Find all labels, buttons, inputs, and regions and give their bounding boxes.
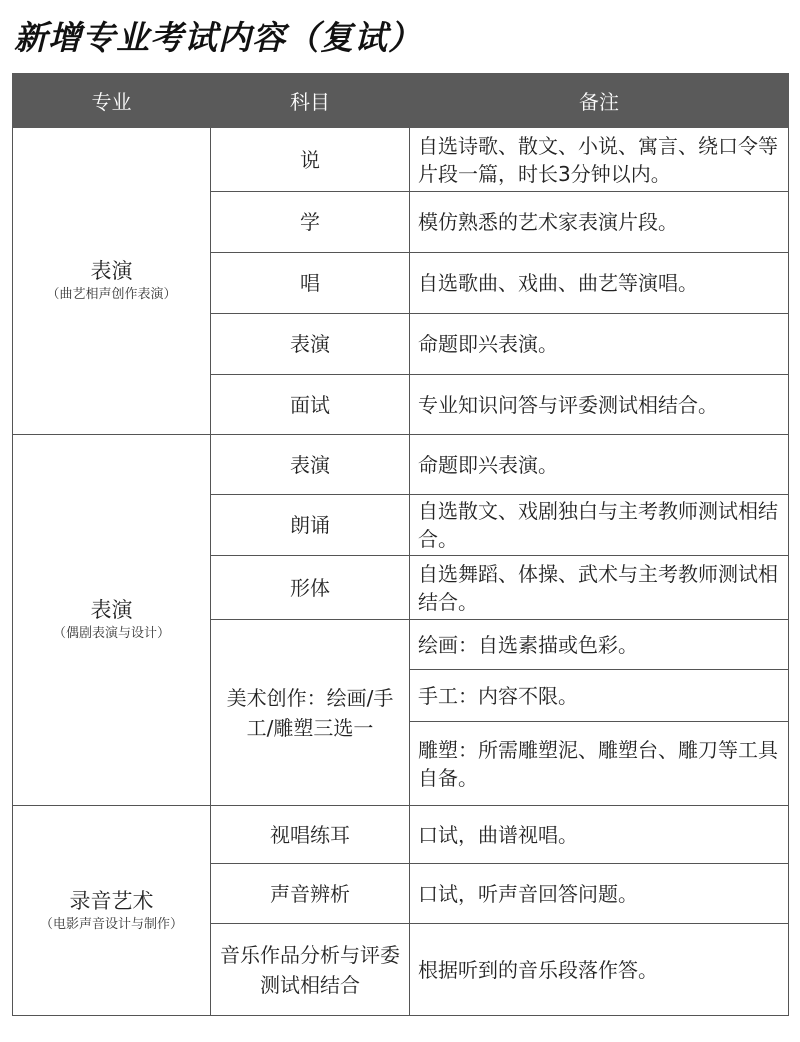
- subject-cell: 美术创作：绘画/手工/雕塑三选一: [211, 620, 410, 806]
- header-subject: 科目: [211, 74, 410, 128]
- major-name: 录音艺术: [69, 888, 154, 913]
- remark-cell: 专业知识问答与评委测试相结合。: [410, 375, 789, 435]
- remark-cell: 根据听到的音乐段落作答。: [410, 924, 789, 1016]
- remark-cell: 命题即兴表演。: [410, 314, 789, 375]
- remark-cell: 自选散文、戏剧独白与主考教师测试相结合。: [410, 495, 789, 556]
- subject-cell: 表演: [211, 435, 410, 495]
- remark-cell: 自选歌曲、戏曲、曲艺等演唱。: [410, 253, 789, 314]
- subject-cell: 朗诵: [211, 495, 410, 556]
- subject-cell: 音乐作品分析与评委测试相结合: [211, 924, 410, 1016]
- subject-cell: 声音辨析: [211, 864, 410, 924]
- header-major: 专业: [13, 74, 211, 128]
- table-row: [13, 806, 789, 864]
- page-title: 新增专业考试内容（复试）: [14, 18, 422, 57]
- major-name: 表演: [90, 598, 133, 622]
- major-cell: [13, 128, 211, 435]
- remark-cell: 模仿熟悉的艺术家表演片段。: [410, 192, 789, 253]
- remark-cell: 手工：内容不限。: [410, 670, 789, 722]
- subject-cell: 学: [211, 192, 410, 253]
- subject-cell: 表演: [211, 314, 410, 375]
- major-sub: （电影声音设计与制作）: [39, 916, 183, 932]
- remark-cell: 自选诗歌、散文、小说、寓言、绕口令等片段一篇，时长3分钟以内。: [410, 128, 789, 192]
- header-remark: 备注: [410, 74, 789, 128]
- major-cell: [13, 806, 211, 1016]
- major-name: 表演: [90, 259, 133, 283]
- exam-content-table: [12, 73, 789, 1016]
- table-header-row: [13, 74, 789, 128]
- subject-cell: 说: [211, 128, 410, 192]
- remark-cell: 绘画：自选素描或色彩。: [410, 620, 789, 670]
- remark-cell: 口试，曲谱视唱。: [410, 806, 789, 864]
- subject-cell: 面试: [211, 375, 410, 435]
- major-sub: （曲艺相声创作表演）: [46, 287, 177, 302]
- remark-cell: 口试，听声音回答问题。: [410, 864, 789, 924]
- subject-cell: 形体: [211, 556, 410, 620]
- major-cell: [13, 435, 211, 806]
- table-row: [13, 435, 789, 495]
- subject-cell: 视唱练耳: [211, 806, 410, 864]
- subject-cell: 唱: [211, 253, 410, 314]
- remark-cell: 雕塑：所需雕塑泥、雕塑台、雕刀等工具自备。: [410, 722, 789, 806]
- table-row: [13, 128, 789, 192]
- remark-cell: 自选舞蹈、体操、武术与主考教师测试相结合。: [410, 556, 789, 620]
- remark-cell: 命题即兴表演。: [410, 435, 789, 495]
- major-sub: （偶剧表演与设计）: [52, 626, 170, 641]
